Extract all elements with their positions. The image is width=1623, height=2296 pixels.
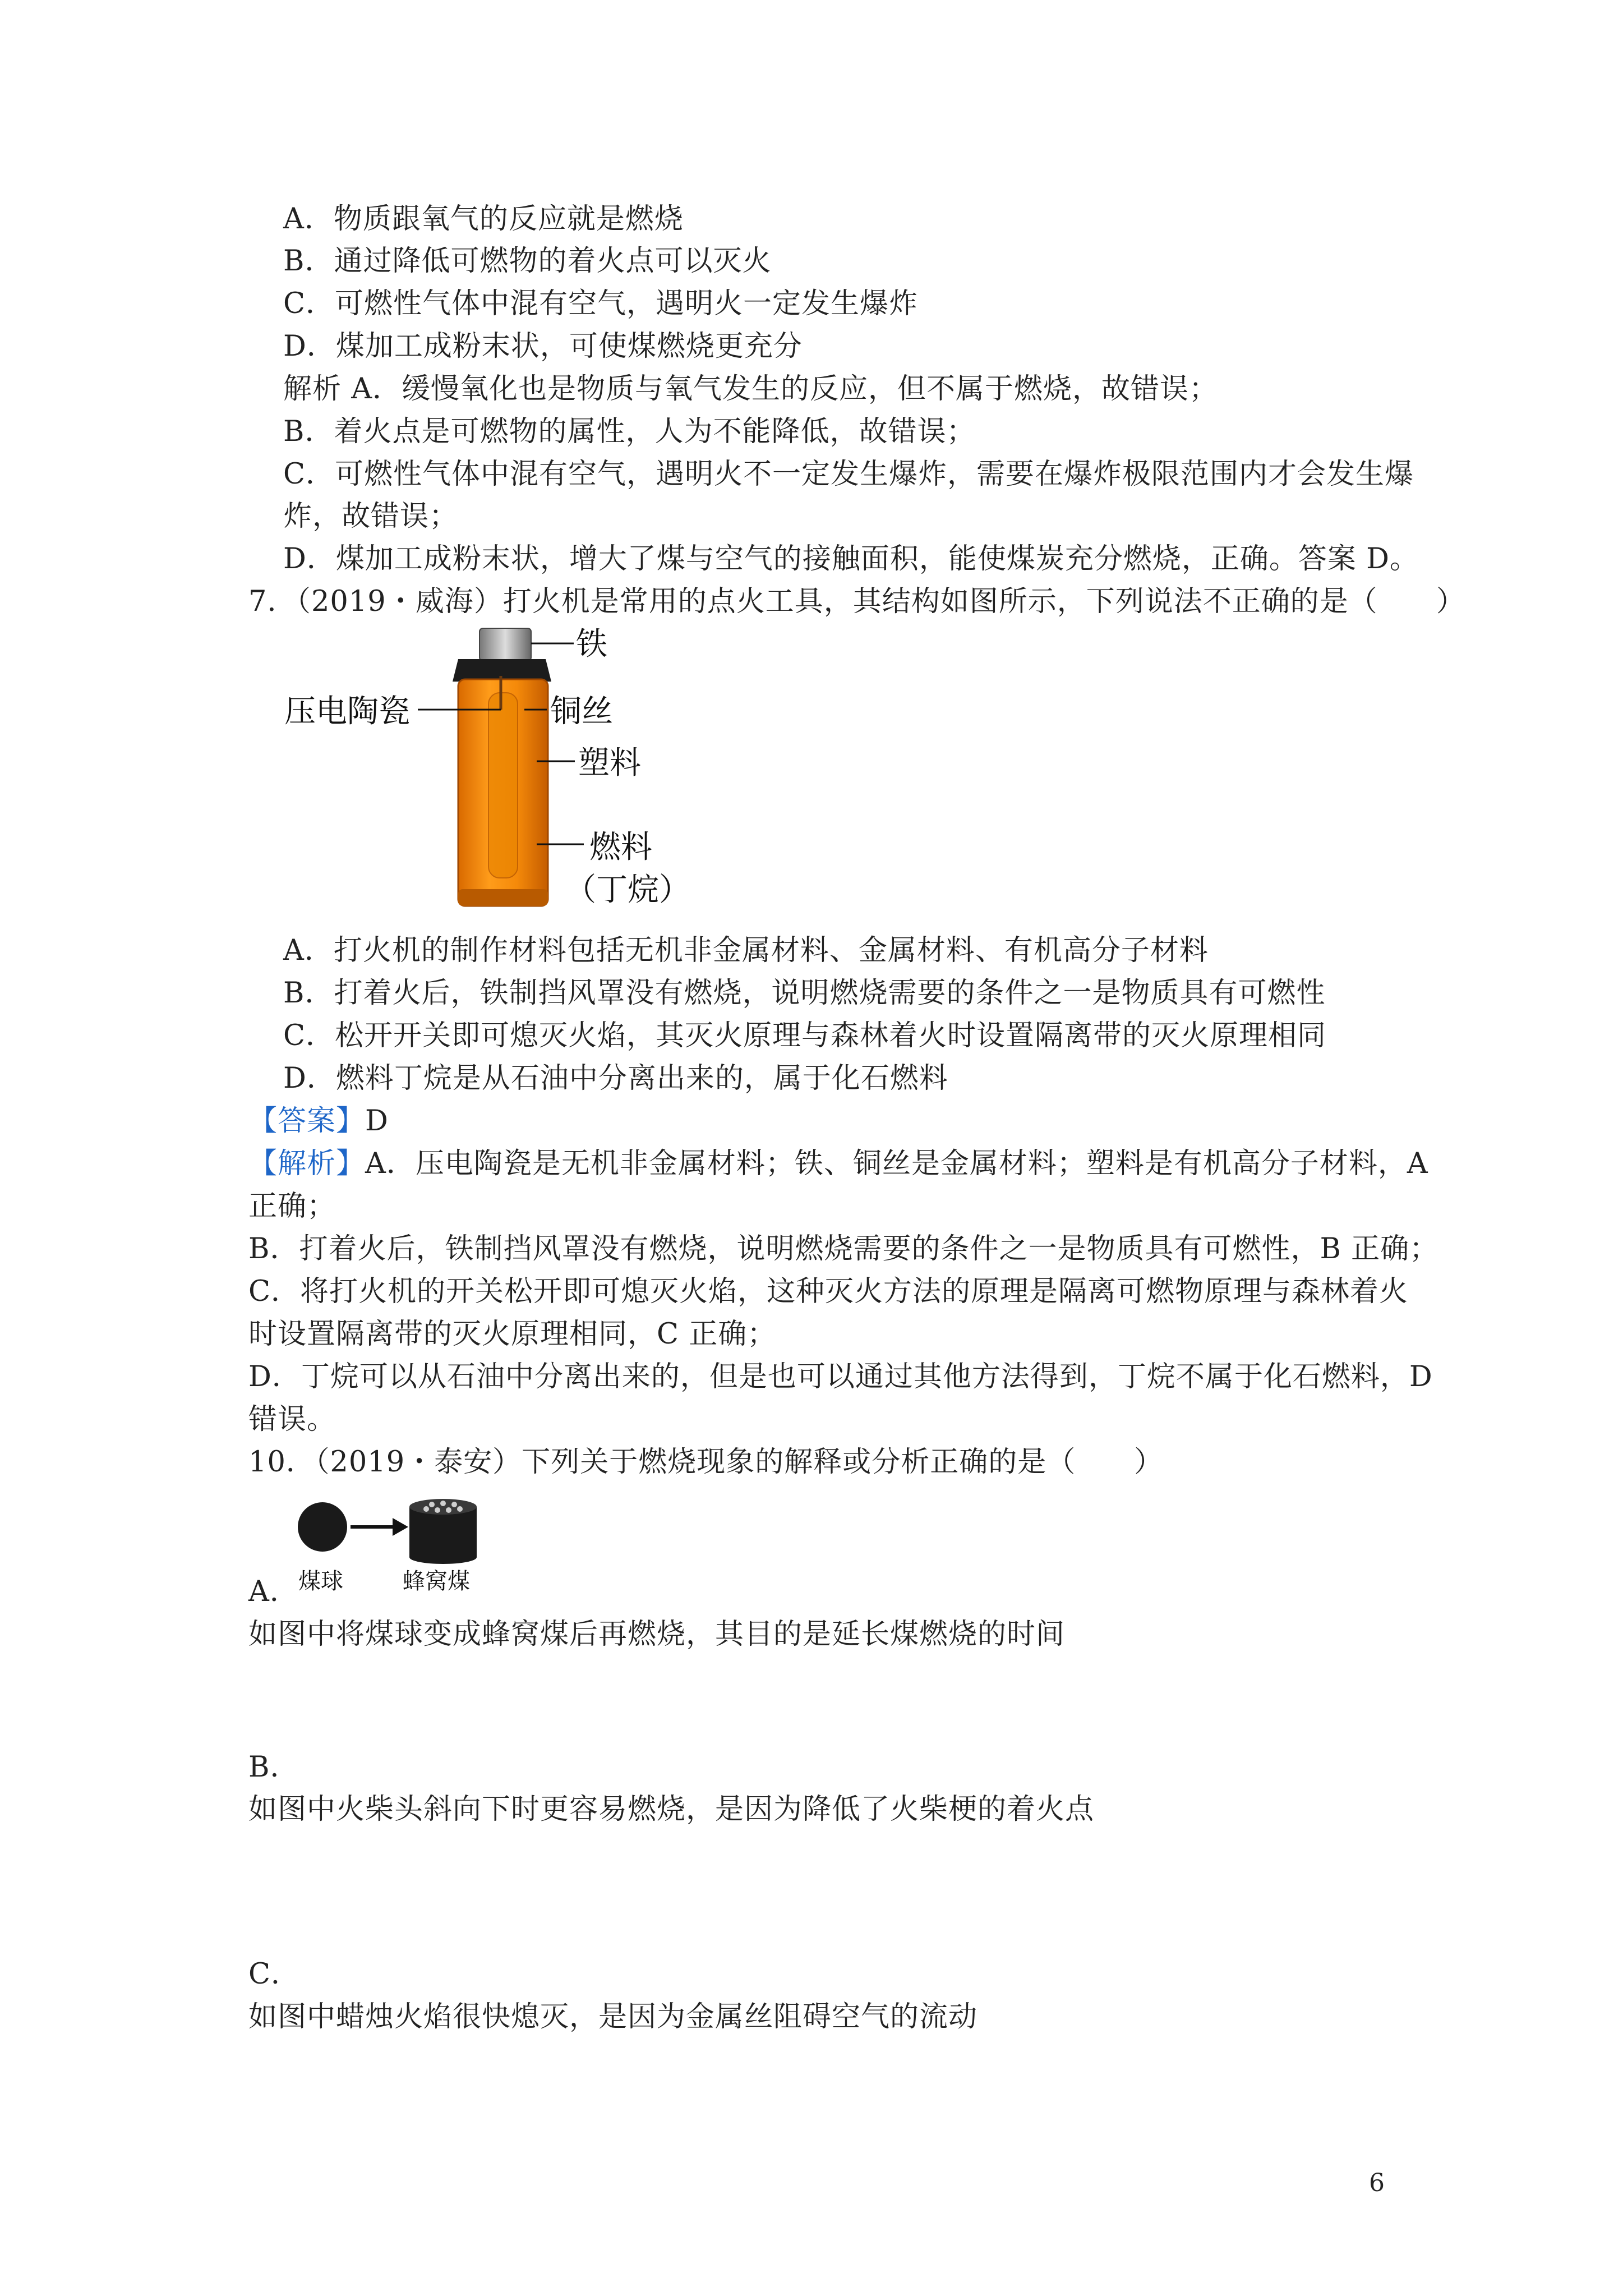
q7-stem: 7．（2019・威海）打火机是常用的点火工具，其结构如图所示，下列说法不正确的是（ ） xyxy=(248,585,1465,618)
label-plastic: 塑料 xyxy=(578,745,641,781)
inner-tube-shape xyxy=(488,693,518,878)
q10-option-b-label: B． xyxy=(248,1751,299,1784)
q10-option-b-text: 如图中火柴头斜向下时更容易燃烧，是因为降低了火柴梗的着火点 xyxy=(248,1793,1095,1826)
analysis-text: A．压电陶瓷是无机非金属材料；铁、铜丝是金属材料；塑料是有机高分子材料，A xyxy=(365,1147,1428,1180)
q7-analysis-line xyxy=(248,1147,1428,1181)
label-honeycomb: 蜂窝煤 xyxy=(403,1568,470,1594)
lighter-base-shape xyxy=(458,889,548,906)
q6-option-d: D．煤加工成粉末状，可使煤燃烧更充分 xyxy=(283,330,803,363)
answer-tag: 【答案】 xyxy=(248,1105,366,1138)
q6-analysis-line: 炸，故错误； xyxy=(283,500,459,533)
q6-analysis-line: D．煤加工成粉末状，增大了煤与空气的接触面积，能使煤炭充分燃烧，正确。答案 D。 xyxy=(283,542,1419,576)
q10-option-a-text: 如图中将煤球变成蜂窝煤后再燃烧，其目的是延长煤燃烧的时间 xyxy=(248,1618,1066,1651)
q6-analysis-line: C．可燃性气体中混有空气，遇明火不一定发生爆炸，需要在爆炸极限范围内才会发生爆 xyxy=(283,458,1414,491)
label-iron: 铁 xyxy=(576,626,607,662)
label-copper: 铜丝 xyxy=(550,693,613,730)
q7-analysis-line: B．打着火后，铁制挡风罩没有燃烧，说明燃烧需要的条件之一是物质具有可燃性，B 正确； xyxy=(248,1232,1439,1266)
q7-analysis-line: C．将打火机的开关松开即可熄灭火焰，这种灭火方法的原理是隔离可燃物原理与森林着火 xyxy=(248,1275,1409,1308)
q10-stem: 10．（2019・泰安）下列关于燃烧现象的解释或分析正确的是（ ） xyxy=(248,1446,1164,1479)
q10-option-c-label: C． xyxy=(248,1958,301,1991)
q7-option-b: B．打着火后，铁制挡风罩没有燃烧，说明燃烧需要的条件之一是物质具有可燃性 xyxy=(283,977,1326,1010)
q7-option-d: D．燃料丁烷是从石油中分离出来的，属于化石燃料 xyxy=(283,1062,948,1095)
q7-analysis-line: D．丁烷可以从石油中分离出来的，但是也可以通过其他方法得到，丁烷不属于化石燃料，D xyxy=(248,1360,1433,1393)
q7-analysis-line: 正确； xyxy=(248,1190,336,1223)
label-butane: （丁烷） xyxy=(565,872,690,908)
q6-option-b: B．通过降低可燃物的着火点可以灭火 xyxy=(283,245,772,278)
q7-analysis-line: 时设置隔离带的灭火原理相同，C 正确； xyxy=(248,1318,777,1351)
q7-option-c: C．松开开关即可熄灭火焰，其灭火原理与森林着火时设置隔离带的灭火原理相同 xyxy=(283,1019,1327,1052)
label-fuel: 燃料 xyxy=(589,829,652,866)
q6-analysis-line: 解析 A．缓慢氧化也是物质与氧气发生的反应，但不属于燃烧，故错误； xyxy=(283,372,1219,406)
q10-option-c-text: 如图中蜡烛火焰很快熄灭，是因为金属丝阻碍空气的流动 xyxy=(248,2000,978,2033)
q6-option-a: A．物质跟氧气的反应就是燃烧 xyxy=(283,203,684,236)
q7-analysis-line: 错误。 xyxy=(248,1403,336,1436)
q10-option-a-label: A． xyxy=(248,1575,299,1608)
answer-value: D xyxy=(365,1105,389,1138)
windshield-shape xyxy=(479,628,531,661)
coal-figure xyxy=(292,1492,482,1596)
q6-analysis-line: B．着火点是可燃物的属性，人为不能降低，故错误； xyxy=(283,415,976,448)
coal-ball-shape xyxy=(298,1502,347,1552)
honeycomb-coal-shape xyxy=(409,1499,477,1564)
page-number: 6 xyxy=(1369,2169,1385,2197)
lighter-figure xyxy=(283,625,709,912)
label-coal-ball: 煤球 xyxy=(298,1568,343,1594)
q7-answer-line xyxy=(248,1105,389,1138)
q7-option-a: A．打火机的制作材料包括无机非金属材料、金属材料、有机高分子材料 xyxy=(283,934,1209,967)
label-ceramic: 压电陶瓷 xyxy=(284,693,410,730)
analysis-tag: 【解析】 xyxy=(248,1147,366,1180)
q6-option-c: C．可燃性气体中混有空气，遇明火一定发生爆炸 xyxy=(283,287,919,320)
